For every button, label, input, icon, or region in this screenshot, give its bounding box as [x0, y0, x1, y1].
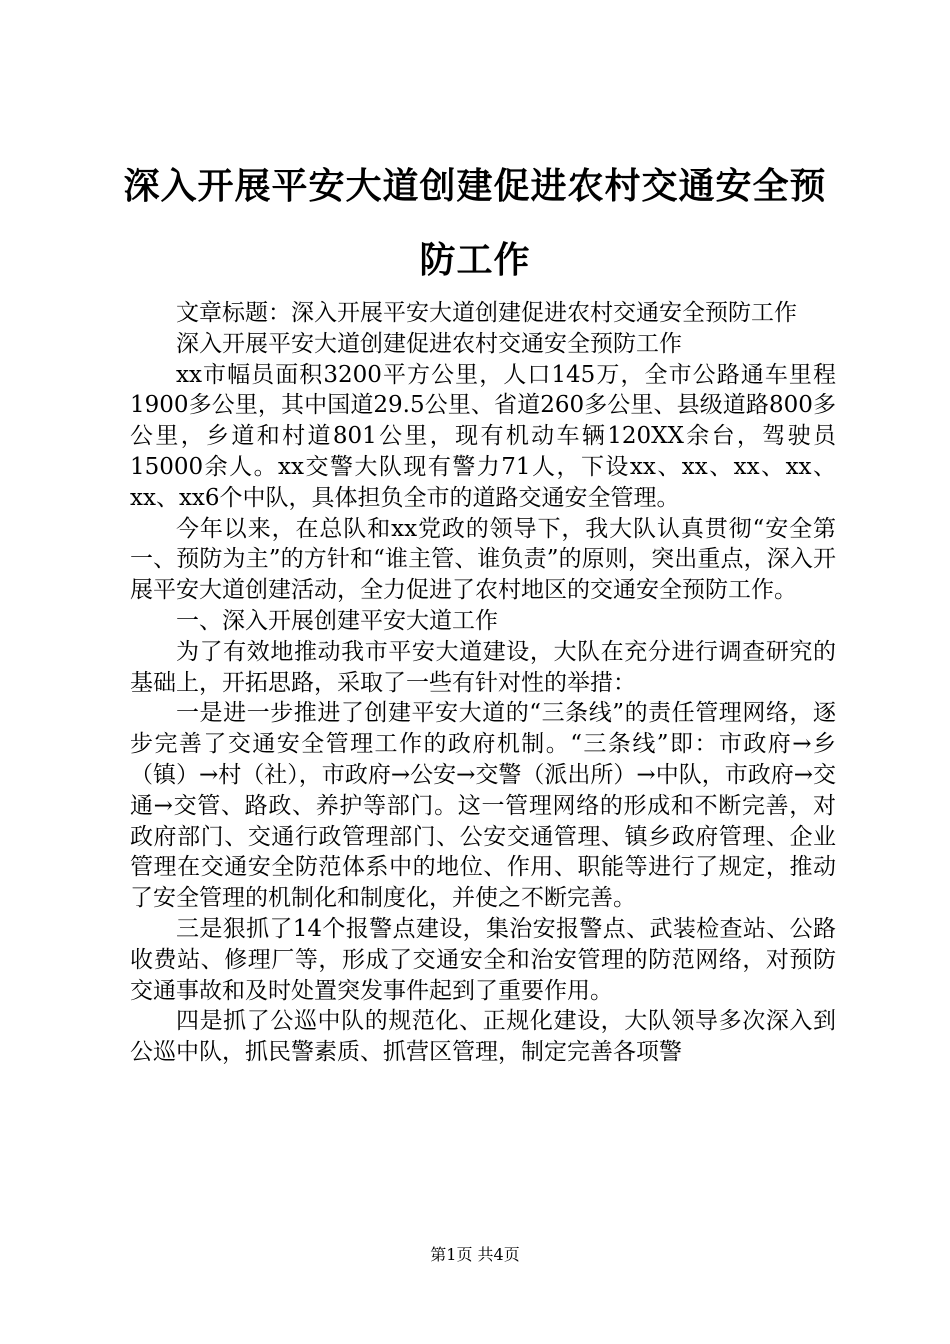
paragraph-point-four: 四是抓了公巡中队的规范化、正规化建设，大队领导多次深入到公巡中队，抓民警素质、抓营区管理，制定完善各项警 [130, 1008, 836, 1066]
paragraph-point-one: 一是进一步推进了创建平安大道的“三条线”的责任管理网络，逐步完善了交通安全管理工作的政府机制。“三条线”即：市政府→乡（镇）→村（社），市政府→公安→交警（派出所）→中队，市政府→交通→交管、路政、养护等部门。这一管理网络的形成和不断完善，对政府部门、交通行政管理部门、公安交通管理、镇乡政府管理、企业管理在交通安全防范体系中的地位、作用、职能等进行了规定，推动了安全管理的机制化和制度化，并使之不断完善。 [130, 700, 836, 912]
paragraph-subtitle: 深入开展平安大道创建促进农村交通安全预防工作 [176, 330, 682, 357]
paragraph-article-heading: 文章标题：深入开展平安大道创建促进农村交通安全预防工作 [176, 300, 797, 326]
document-body [130, 298, 836, 1068]
page-footer: 第1页 共4页 [430, 1245, 520, 1264]
paragraph-point-three: 三是狠抓了14个报警点建设，集治安报警点、武装检查站、公路收费站、修理厂等，形成了交通安全和治安管理的防范网络，对预防交通事故和及时处置突发事件起到了重要作用。 [130, 915, 836, 1004]
paragraph-measures: 为了有效地推动我市平安大道建设，大队在充分进行调查研究的基础上，开拓思路，采取了一些有针对性的举措： [130, 638, 836, 696]
document-title: 深入开展平安大道创建促进农村交通安全预防工作 [123, 166, 827, 281]
paragraph-intro: 今年以来，在总队和xx党政的领导下，我大队认真贯彻“安全第一、预防为主”的方针和“谁主管、谁负责”的原则，突出重点，深入开展平安大道创建活动，全力促进了农村地区的交通安全预防工作。 [130, 515, 836, 604]
paragraph-overview: xx市幅员面积3200平方公里，人口145万，全市公路通车里程1900多公里，其中国道29.5公里、省道260多公里、县级道路800多公里，乡道和村道801公里，现有机动车辆120XX余台，驾驶员15000余人。xx交警大队现有警力71人，下设xx、xx、xx、xx、xx、xx6个中队，具体担负全市的道路交通安全管理。 [130, 361, 836, 511]
section-heading-1: 一、深入开展创建平安大道工作 [176, 607, 498, 634]
